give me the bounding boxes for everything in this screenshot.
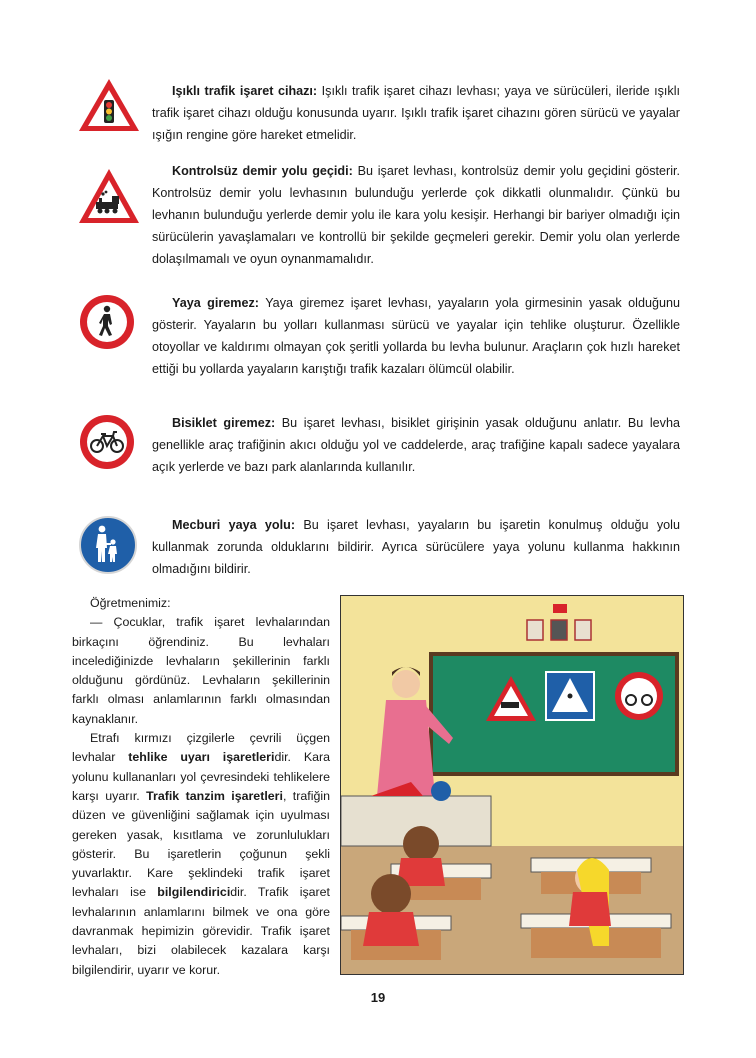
no-bicycles-sign (78, 413, 136, 471)
entry-title: Işıklı trafik işaret cihazı: (172, 84, 318, 98)
entry-railway-crossing (152, 160, 680, 270)
entry-title: Mecburi yaya yolu: (172, 518, 296, 532)
entry-title: Yaya giremez: (172, 296, 259, 310)
entry-text: Bu işaret levhası, yayaların bu işaretin konulmuş olduğu yolu kullanmak zorunda olduklarını bildirir. Ayrıca sürücülere yaya yolunu kullanma hakkının olmadığını bildirir. (152, 518, 680, 576)
bold-term: bilgilendirici (157, 885, 231, 900)
entry-traffic-light (152, 80, 680, 146)
text-run: dir. Trafik işaret levhalarının anlamlarını bilmek ve ona göre davranmak hepimizin görevidir. Trafik işaret levhaları, bizi olabilecek kazalara karşı bilgilendirir, uyarır ve korur. (72, 885, 330, 977)
railway-crossing-sign (76, 166, 142, 226)
entry-no-bicycles (152, 412, 680, 478)
teacher-paragraph-2 (72, 729, 330, 980)
text-run: , trafiğin düzen ve güvenliğini sağlamak için uyulması gereken yasak, kısıtlama ve zorunlulukları gösterir. Bu işaretlerin çoğunun şekli yuvarlaktır. Kare şeklindeki trafik işaret levhaları ise (72, 788, 330, 900)
text-run: dir. Kara yolunu kullananları yol çevresindeki tehlikelere karşı uyarır. (72, 750, 330, 803)
entry-text: Bu işaret levhası, kontrolsüz demir yolu geçidini gösterir. Kontrolsüz demir yolu levhasının bulunduğu yerlerde çok dikkatli olunmalıdır. Çünkü bu levhanın bulunduğu yerlerde demir yolu ile kara yolu kesişir. Herhangi bir bariyer olmadığı için sürücülerin yavaşlamaları ve kontrollü bir şekilde geçmeleri gerekir. Demir yolu olan yerlerde dolaşılmamalı ve oyun oynanmamalıdır. (152, 164, 680, 266)
traffic-light-warning-sign (76, 76, 142, 134)
text-run: Etrafı kırmızı çizgilerle çevrili üçgen levhalar (72, 731, 330, 765)
teacher-text (72, 594, 330, 980)
page-number: 19 (370, 990, 386, 1005)
entry-title: Bisiklet giremez: (172, 416, 276, 430)
bold-term: tehlike uyarı işaretleri (128, 750, 275, 765)
entry-text: Yaya giremez işaret levhası, yayaların yola girmesinin yasak olduğunu gösterir. Yayaların bu yolları kullanması sürücü ve yayalar için tehlike oluşturur. Özellikle otoyollar ve kaldırımı olmayan çok şeritli yollarda bu levha bulunur. Araçların çok hızlı hareket ettiği bu yollarda yayaların karıştığı trafik kazaları ölümcül olabilir. (152, 296, 681, 376)
student-figure (403, 826, 439, 862)
no-pedestrians-sign (78, 293, 136, 351)
entry-title: Kontrolsüz demir yolu geçidi: (172, 164, 353, 178)
bold-term: Trafik tanzim işaretleri (146, 788, 283, 803)
flag-icon (553, 604, 567, 613)
teacher-paragraph-1: — Çocuklar, trafik işaret levhalarından birkaçını öğrendiniz. Bu levhaları incelediğinizde levhaların şekillerinin farklı olduğunu gördünüz. Levhaların şekillerinin farklı olması anlamlarının farklı olmasından kaynaklanır. (72, 615, 330, 726)
entry-text: Işıklı trafik işaret cihazı levhası; yaya ve sürücüleri, ileride ışıklı trafik işaret cihazı olduğu konusunda uyarır. Işıklı trafik işaret cihazını gören sürücü ve yayalar ışığın rengine göre hareket etmelidir. (152, 84, 681, 142)
teacher-intro: Öğretmenimiz: (90, 596, 171, 610)
entry-mandatory-pedestrian (152, 514, 680, 580)
entry-text: Bu işaret levhası, bisiklet girişinin yasak olduğunu anlatır. Bu levha genellikle araç trafiğinin akıcı olduğu yol ve caddelerde, araç trafiğine kapalı sadece yayalara açık yerlerde ve bazı park alanlarında kullanılır. (152, 416, 680, 474)
classroom-illustration (340, 595, 684, 975)
mandatory-pedestrian-path-sign (78, 515, 138, 575)
entry-no-pedestrians (152, 292, 680, 380)
teacher-figure (392, 670, 420, 698)
